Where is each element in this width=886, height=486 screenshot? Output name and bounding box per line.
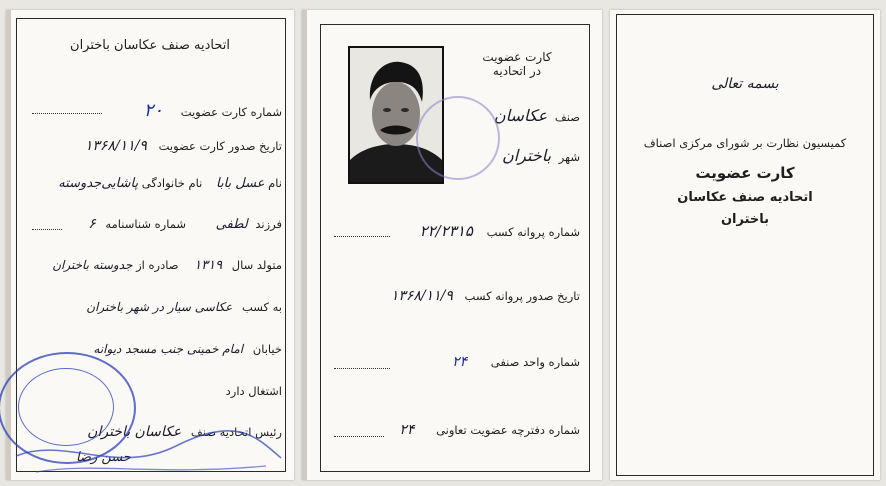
birth-year-value: ۱۳۱۹ [194,258,223,273]
row-label: شماره واحد صنفی [490,355,580,369]
member-photo [348,46,444,184]
coop-book-row [399,422,580,438]
membership-card-title: کارت عضویت [695,164,795,182]
signature: حسن رضا [76,450,131,465]
permit-date-row [391,288,580,304]
coop-book-value: ۲۴ [399,422,415,438]
permit-date-value: ۱۳۶۸/۱۱/۹ [390,288,453,304]
issue-date-value: ۱۳۶۸/۱۱/۹ [84,138,147,154]
unit-number-row [452,354,580,370]
left-page-header: اتحادیه صنف عکاسان باختران [70,38,230,53]
row-label: صادره از [136,258,179,272]
union-head-value: عکاسان باختران [87,424,182,440]
page-border [16,18,286,472]
issued-from-value: جدوسته باختران [52,258,133,272]
membership-number-value: ۲۰ [143,100,164,121]
city-name: باختران [720,212,770,227]
signature-scribble [6,406,286,480]
row-label: تاریخ صدور کارت عضویت [158,139,282,153]
guild-row [494,106,580,125]
dotted-line [32,113,102,114]
row-label: صنف [554,110,580,124]
portrait-image [350,48,442,182]
id-number-value: ۶ [88,216,96,232]
membership-number-row [144,100,282,121]
dotted-line [334,368,390,369]
bismillah-heading: بسمه تعالی [711,76,779,92]
employment-row [226,384,282,398]
city-row [502,146,580,165]
right-page [610,10,880,480]
name-row [58,176,282,191]
row-label: رئیس اتحادیه صنف [190,425,282,439]
father-row [88,216,282,232]
row-label: شماره کارت عضویت [180,105,282,119]
occupation-value: عکاسی سیار در شهر باختران [86,300,233,314]
row-label: شماره شناسنامه [105,217,186,231]
left-page [6,10,294,480]
row-label: متولد سال [231,258,282,272]
card-title [462,50,572,78]
row-label: شماره دفترچه عضویت تعاونی [436,423,580,437]
union-name: اتحادیه صنف عکاسان [677,190,813,205]
row-label: تاریخ صدور پروانه کسب [464,289,580,303]
row-label: شهر [558,150,580,164]
first-name-value: عسل بابا [216,176,265,191]
dotted-line [334,236,390,237]
last-name-value: پاشایی‌جدوسته [58,176,139,191]
row-label: فرزند [255,217,282,231]
row-label: نام [268,176,282,190]
middle-page [302,10,602,480]
permit-number-row [420,222,580,240]
dotted-line [334,436,384,437]
father-name-value: لطفی [215,217,248,232]
issue-date-row [85,138,282,154]
card-title-line2: در اتحادیه [492,64,542,78]
occupation-row [86,300,282,314]
row-label: نام خانوادگی [141,176,203,190]
unit-number-value: ۲۴ [452,354,468,370]
commission-line: کمیسیون نظارت بر شورای مرکزی اصناف [643,136,847,150]
dotted-line [32,229,62,230]
street-row [93,342,282,356]
page-gutter [302,10,307,480]
card-title-line1: کارت عضویت [482,50,552,64]
city-value: باختران [501,146,552,165]
row-label: خیابان [252,342,282,356]
row-label: اشتغال دارد [225,384,282,398]
row-label: به کسب [241,300,282,314]
guild-value: عکاسان [493,106,548,125]
street-value: امام خمینی جنب مسجد دیوانه [93,342,244,356]
row-label: شماره پروانه کسب [486,225,580,239]
permit-number-value: ۲۲/۲۳۱۵ [419,222,473,240]
birth-row [52,258,282,273]
